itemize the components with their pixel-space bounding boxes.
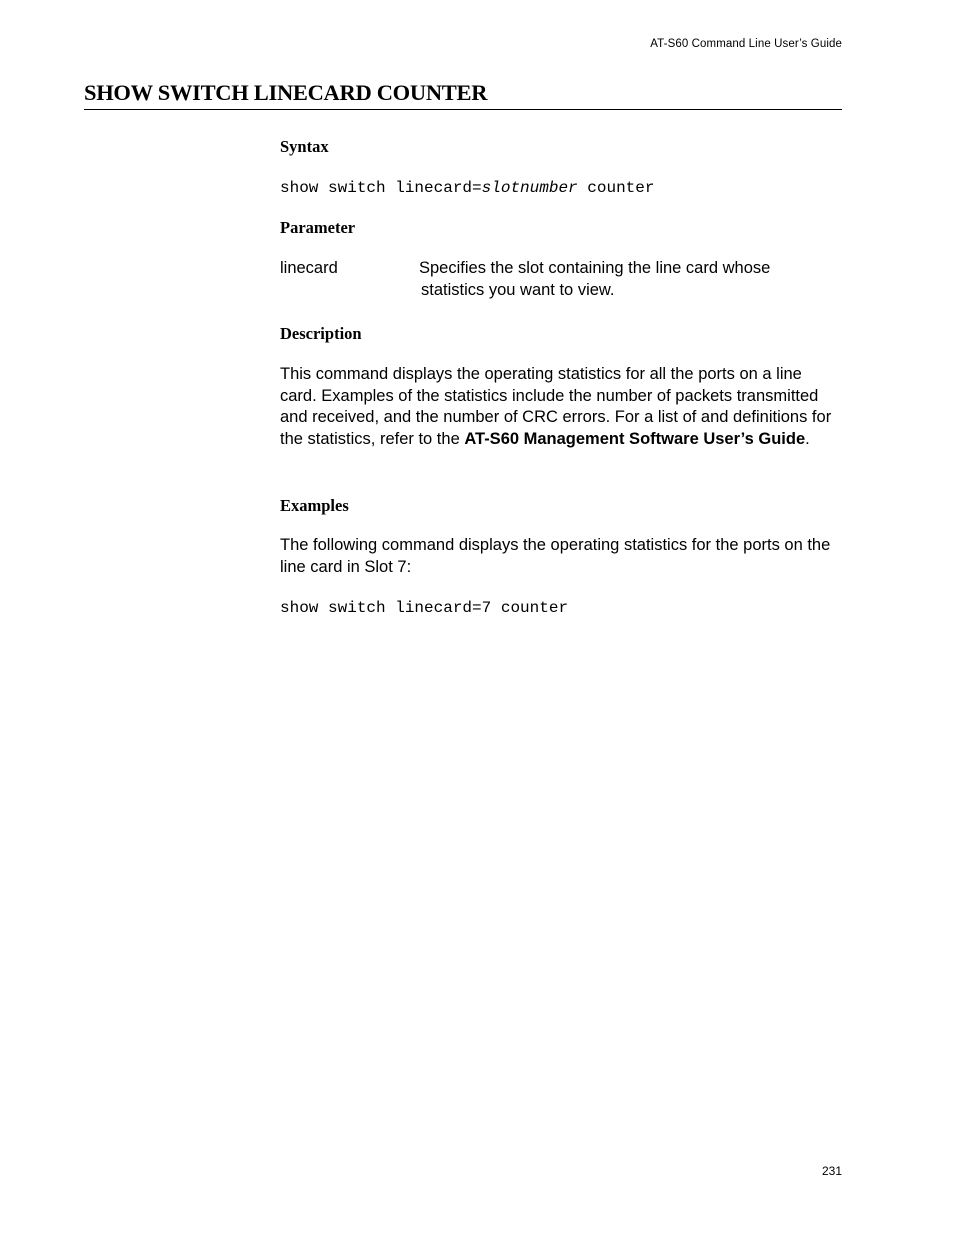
description-reference: AT-S60 Management Software User’s Guide <box>464 429 806 448</box>
parameter-heading: Parameter <box>280 218 356 237</box>
syntax-heading: Syntax <box>280 137 329 156</box>
description-paragraph <box>280 364 842 450</box>
examples-heading: Examples <box>280 496 349 515</box>
page-title: SHOW SWITCH LINECARD COUNTER <box>84 80 842 110</box>
example-command: show switch linecard=7 counter <box>280 599 569 617</box>
examples-paragraph: The following command displays the operating statistics for the ports on the line card in Slot 7: <box>280 536 831 576</box>
description-heading: Description <box>280 324 362 343</box>
parameter-description-line1: Specifies the slot containing the line card whose <box>419 259 771 277</box>
description-text: This command displays the operating statistics for all the ports on a line card. Examples of the statistics include the number of packets transmitted and received, and the number of CRC errors. For a list of and definitions for the statistics, refer to the <box>280 365 832 448</box>
syntax-command-suffix: counter <box>577 179 655 197</box>
running-header: AT-S60 Command Line User’s Guide <box>650 38 842 50</box>
syntax-command-prefix: show switch linecard= <box>280 179 482 197</box>
syntax-command-arg: slotnumber <box>481 179 578 197</box>
parameter-description-line2: statistics you want to view. <box>421 280 615 299</box>
description-text-end: . <box>805 429 810 448</box>
parameter-description <box>419 258 842 301</box>
syntax-command <box>280 178 654 198</box>
page-number: 231 <box>821 1164 842 1178</box>
parameter-name: linecard <box>280 259 338 277</box>
